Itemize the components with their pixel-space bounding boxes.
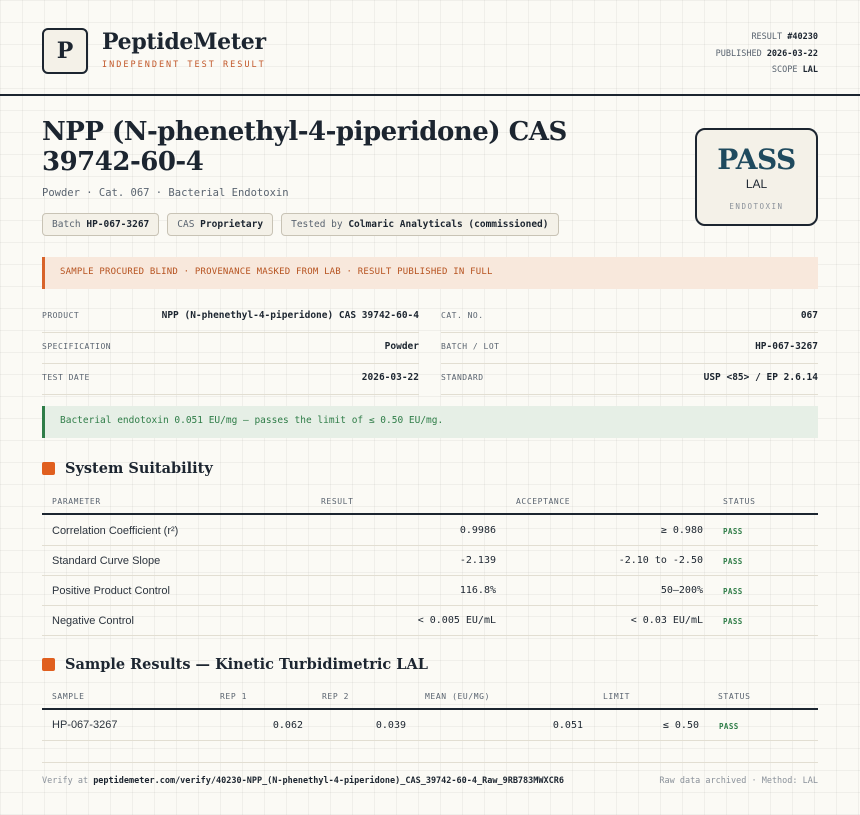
- suitability-section-title: [42, 460, 213, 477]
- blind-sample-notice: SAMPLE PROCURED BLIND · PROVENANCE MASKED FROM LAB · RESULT PUBLISHED IN FULL: [42, 257, 818, 289]
- detail-value: NPP (N-phenethyl-4-piperidone) CAS 39742-60-4: [161, 310, 419, 321]
- stamp-verdict: PASS: [717, 143, 796, 176]
- table-header: [42, 491, 818, 515]
- detail-label: BATCH / LOT: [441, 342, 500, 351]
- detail-cat-no: [441, 302, 818, 333]
- cell-rep2: 0.039: [375, 720, 406, 731]
- cell-result: < 0.005 EU/mL: [417, 615, 496, 626]
- table-header: [42, 686, 818, 710]
- cell-acceptance: 50–200%: [660, 585, 703, 596]
- detail-product: [42, 302, 419, 333]
- detail-test-date: [42, 364, 419, 395]
- verify-link[interactable]: peptidemeter.com/verify/40230-NPP_(N-phenethyl-4-piperidone)_CAS_39742-60-4_Raw_9RB783MWXCR6: [93, 776, 564, 786]
- col-header-rep2: REP 2: [322, 692, 350, 701]
- col-header-mean: MEAN (EU/MG): [425, 692, 490, 701]
- cas-chip: [167, 213, 273, 236]
- section-title-text: Sample Results — Kinetic Turbidimetric LAL: [65, 656, 428, 673]
- samples-section-title: [42, 656, 428, 673]
- brand-logo[interactable]: P: [42, 28, 88, 74]
- meta-result-label: RESULT: [751, 32, 783, 42]
- detail-label: TEST DATE: [42, 373, 90, 382]
- meta-scope: [716, 62, 818, 79]
- meta-result: [716, 29, 818, 46]
- cell-status-pass: PASS: [723, 617, 743, 626]
- detail-label: SPECIFICATION: [42, 342, 112, 351]
- cell-acceptance: ≥ 0.980: [660, 525, 703, 536]
- page-subtitle: Powder · Cat. 067 · Bacterial Endotoxin: [42, 187, 289, 199]
- cell-result: -2.139: [459, 555, 496, 566]
- meta-scope-value: LAL: [802, 65, 818, 75]
- report-header: [0, 0, 860, 96]
- detail-value: HP-067-3267: [755, 341, 818, 352]
- result-meta: [716, 29, 818, 79]
- cell-status-pass: PASS: [723, 587, 743, 596]
- meta-published-label: PUBLISHED: [715, 48, 762, 59]
- cell-status-pass: PASS: [719, 722, 739, 731]
- cell-result: 0.9986: [459, 525, 496, 536]
- col-header-status: STATUS: [723, 497, 756, 506]
- table-row: [42, 606, 818, 636]
- detail-value: USP <85> / EP 2.6.14: [703, 372, 818, 383]
- cell-status-pass: PASS: [723, 527, 743, 536]
- archive-note: Raw data archived · Method: LAL: [659, 776, 818, 786]
- col-header-parameter: PARAMETER: [52, 497, 101, 506]
- batch-chip: [42, 213, 159, 236]
- detail-specification: [42, 333, 419, 364]
- cell-rep1: 0.062: [272, 720, 303, 731]
- detail-batch: [441, 333, 818, 364]
- table-row: [42, 546, 818, 576]
- detail-label: CAT. NO.: [441, 311, 484, 320]
- chip-label: Tested by: [291, 219, 343, 230]
- cell-acceptance: < 0.03 EU/mL: [630, 615, 703, 626]
- detail-value: 2026-03-22: [361, 372, 419, 383]
- tested-by-chip: [281, 213, 558, 236]
- table-row: [42, 516, 818, 546]
- section-marker-icon: [42, 658, 55, 671]
- cell-result: 116.8%: [459, 585, 496, 596]
- cell-parameter: Positive Product Control: [52, 585, 170, 597]
- chip-value: Colmaric Analyticals (commissioned): [348, 219, 549, 230]
- cell-parameter: Negative Control: [52, 615, 134, 627]
- chip-label: Batch: [52, 219, 81, 230]
- meta-published-value: 2026-03-22: [766, 48, 818, 59]
- result-summary: Bacterial endotoxin 0.051 EU/mg — passes the limit of ≤ 0.50 EU/mg.: [42, 406, 818, 438]
- cell-parameter: Correlation Coefficient (r²): [52, 525, 179, 537]
- table-row: [42, 711, 818, 741]
- meta-published: [716, 46, 818, 63]
- chip-label: CAS: [177, 219, 195, 230]
- brand-name[interactable]: PeptideMeter: [102, 29, 266, 55]
- detail-label: STANDARD: [441, 373, 484, 382]
- col-header-limit: LIMIT: [603, 692, 631, 701]
- pass-stamp: [695, 128, 818, 226]
- detail-value: Powder: [384, 341, 419, 352]
- cell-parameter: Standard Curve Slope: [52, 555, 161, 567]
- table-row: [42, 576, 818, 606]
- col-header-rep1: REP 1: [220, 692, 248, 701]
- verify-prefix: Verify at: [42, 776, 89, 786]
- detail-standard: [441, 364, 818, 395]
- chip-value: Proprietary: [200, 219, 264, 230]
- section-title-text: System Suitability: [65, 460, 213, 477]
- info-chips: [42, 213, 559, 236]
- section-marker-icon: [42, 462, 55, 475]
- cell-sample: HP-067-3267: [52, 719, 118, 731]
- cell-mean: 0.051: [552, 720, 583, 731]
- col-header-status: STATUS: [718, 692, 751, 701]
- page-title: NPP (N-phenethyl-4-piperidone) CAS 39742-60-4: [42, 117, 567, 177]
- meta-result-value: #40230: [787, 32, 818, 42]
- detail-label: PRODUCT: [42, 311, 80, 320]
- chip-value: HP-067-3267: [86, 219, 150, 230]
- detail-value: 067: [800, 310, 818, 321]
- brand-tagline: INDEPENDENT TEST RESULT: [102, 60, 266, 70]
- report-footer: [42, 762, 818, 786]
- cell-status-pass: PASS: [723, 557, 743, 566]
- col-header-sample: SAMPLE: [52, 692, 85, 701]
- cell-acceptance: -2.10 to -2.50: [618, 555, 703, 566]
- stamp-analyte: ENDOTOXIN: [729, 202, 784, 211]
- col-header-result: RESULT: [321, 497, 354, 506]
- cell-limit: ≤ 0.50: [662, 720, 699, 731]
- col-header-acceptance: ACCEPTANCE: [516, 497, 571, 506]
- stamp-method: LAL: [745, 177, 768, 191]
- meta-scope-label: SCOPE: [771, 65, 798, 75]
